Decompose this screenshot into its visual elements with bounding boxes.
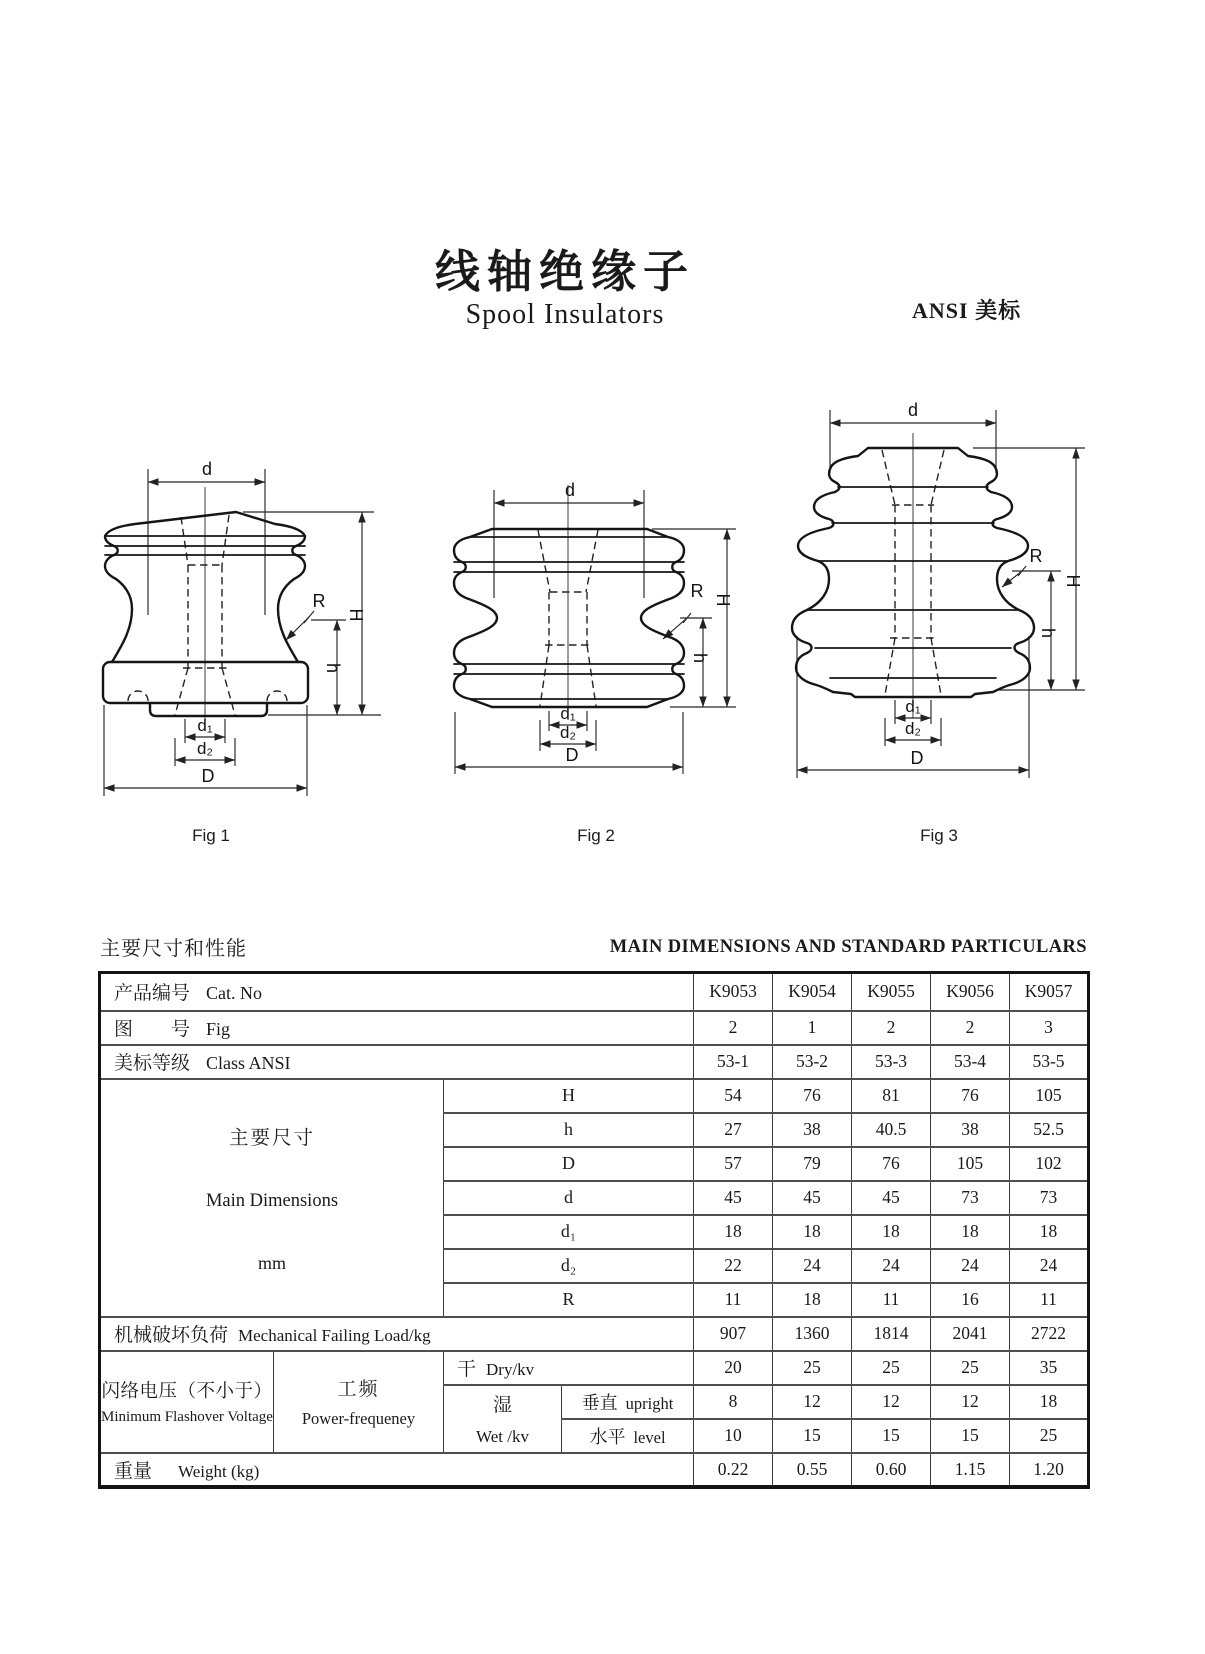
dim-value: 76 xyxy=(852,1147,931,1181)
dim-value: 18 xyxy=(1010,1215,1089,1249)
wet-level-value: 10 xyxy=(694,1419,773,1453)
dim-value: 79 xyxy=(773,1147,852,1181)
fig3-dim-label-R: R xyxy=(1029,546,1043,566)
page-title-zh: 线轴绝缘子 xyxy=(434,247,695,297)
fig-value: 2 xyxy=(694,1011,773,1045)
param-label: R xyxy=(444,1283,694,1317)
cat-no-value: K9055 xyxy=(852,973,931,1011)
row-flashover-dry xyxy=(100,1351,1089,1385)
dim-value: 18 xyxy=(773,1283,852,1317)
figure-2-drawing xyxy=(400,420,745,792)
row-label-cat-no: 产品编号 Cat. No xyxy=(100,973,694,1011)
fig2-body-outline xyxy=(454,529,684,707)
dry-value: 25 xyxy=(852,1351,931,1385)
main-dims-en: Main Dimensions xyxy=(205,1190,339,1211)
figure-3-caption: Fig 3 xyxy=(920,826,958,845)
dim-value: 73 xyxy=(1010,1181,1089,1215)
dim-value: 76 xyxy=(773,1079,852,1113)
wet-upright-value: 18 xyxy=(1010,1385,1089,1419)
flashover-header: 闪络电压（不小于） Minimum Flashover Voltage xyxy=(100,1351,274,1453)
fig1-dim-label-d2: d₂ xyxy=(196,739,214,758)
dim-value: 38 xyxy=(773,1113,852,1147)
dim-value: 45 xyxy=(694,1181,773,1215)
dim-value: 11 xyxy=(852,1283,931,1317)
dim-value: 22 xyxy=(694,1249,773,1283)
weight-value: 1.20 xyxy=(1010,1453,1089,1487)
fig1-dim-label-R: R xyxy=(312,591,326,611)
mech-load-value: 2722 xyxy=(1010,1317,1089,1351)
fig1-dim-label-D: D xyxy=(201,766,215,786)
dim-value: 11 xyxy=(1010,1283,1089,1317)
param-label: d xyxy=(444,1181,694,1215)
row-dim-H xyxy=(100,1079,1089,1113)
dim-value: 45 xyxy=(773,1181,852,1215)
power-frequency-header: 工频 Power-frequeney xyxy=(274,1351,444,1453)
class-ansi-value: 53-1 xyxy=(694,1045,773,1079)
fig1-dim-label-d: d xyxy=(201,459,213,479)
dim-value: 24 xyxy=(852,1249,931,1283)
dim-value: 16 xyxy=(931,1283,1010,1317)
title-block xyxy=(365,248,765,331)
wet-upright-value: 12 xyxy=(852,1385,931,1419)
cat-no-value: K9054 xyxy=(773,973,852,1011)
fig2-dim-label-d: d xyxy=(564,480,576,500)
dim-value: 52.5 xyxy=(1010,1113,1089,1147)
fig1-dimension-lines xyxy=(104,459,381,796)
dim-value: 24 xyxy=(1010,1249,1089,1283)
dim-value: 27 xyxy=(694,1113,773,1147)
dim-value: 18 xyxy=(694,1215,773,1249)
row-fig xyxy=(100,1011,1089,1045)
fig-value: 1 xyxy=(773,1011,852,1045)
figure-2-caption: Fig 2 xyxy=(577,826,615,845)
figure-1-drawing xyxy=(78,425,388,805)
dim-value: 40.5 xyxy=(852,1113,931,1147)
fig3-dim-label-h: h xyxy=(1038,627,1058,639)
main-dimensions-header xyxy=(100,1079,444,1317)
weight-value: 1.15 xyxy=(931,1453,1010,1487)
cat-no-value: K9056 xyxy=(931,973,1010,1011)
standard-label: ANSI 美标 xyxy=(912,298,1022,323)
wet-level-value: 15 xyxy=(852,1419,931,1453)
mech-load-value: 1360 xyxy=(773,1317,852,1351)
row-label-class-ansi: 美标等级 Class ANSI xyxy=(100,1045,694,1079)
dim-value: 105 xyxy=(1010,1079,1089,1113)
dim-value: 38 xyxy=(931,1113,1010,1147)
cat-no-value: K9057 xyxy=(1010,973,1089,1011)
fig2-dim-label-d1: d₁ xyxy=(560,704,576,723)
fig3-dimension-lines xyxy=(797,400,1085,778)
dim-value: 18 xyxy=(773,1215,852,1249)
fig3-dim-label-d: d xyxy=(907,400,919,420)
fig2-dim-label-H: H xyxy=(713,593,733,607)
figure-3-drawing xyxy=(735,378,1090,810)
wet-upright-value: 12 xyxy=(773,1385,852,1419)
mech-load-value: 2041 xyxy=(931,1317,1010,1351)
param-label: H xyxy=(444,1079,694,1113)
dim-value: 11 xyxy=(694,1283,773,1317)
mech-load-value: 1814 xyxy=(852,1317,931,1351)
mech-load-value: 907 xyxy=(694,1317,773,1351)
dry-value: 20 xyxy=(694,1351,773,1385)
fig2-dim-label-R: R xyxy=(690,581,704,601)
fig3-dim-label-H: H xyxy=(1063,574,1083,588)
weight-value: 0.22 xyxy=(694,1453,773,1487)
row-mech-load xyxy=(100,1317,1089,1351)
row-label-mech-load: 机械破坏负荷 Mechanical Failing Load/kg xyxy=(100,1317,694,1351)
class-ansi-value: 53-3 xyxy=(852,1045,931,1079)
dry-value: 35 xyxy=(1010,1351,1089,1385)
class-ansi-value: 53-4 xyxy=(931,1045,1010,1079)
fig1-body-outline xyxy=(103,512,308,716)
fig2-dim-label-d2: d₂ xyxy=(559,723,577,742)
row-weight xyxy=(100,1453,1089,1487)
fig1-dim-label-h: h xyxy=(323,662,343,674)
level-label: 水平 level xyxy=(562,1419,694,1453)
wet-header: 湿 Wet /kv xyxy=(444,1385,562,1453)
class-ansi-value: 53-2 xyxy=(773,1045,852,1079)
dim-value: 45 xyxy=(852,1181,931,1215)
wet-upright-value: 8 xyxy=(694,1385,773,1419)
main-dims-zh: 主要尺寸 xyxy=(228,1127,315,1149)
page-title-en: Spool Insulators xyxy=(465,298,665,330)
wet-level-value: 25 xyxy=(1010,1419,1089,1453)
fig2-dim-label-D: D xyxy=(565,745,579,765)
fig1-dim-label-H: H xyxy=(346,608,366,622)
fig2-dim-label-h: h xyxy=(690,652,710,664)
row-cat-no xyxy=(100,973,1089,1011)
cat-no-value: K9053 xyxy=(694,973,773,1011)
param-label: h xyxy=(444,1113,694,1147)
wet-level-value: 15 xyxy=(773,1419,852,1453)
main-dims-unit: mm xyxy=(257,1252,286,1273)
row-label-weight: 重量 Weight (kg) xyxy=(100,1453,694,1487)
dim-value: 73 xyxy=(931,1181,1010,1215)
dry-value: 25 xyxy=(773,1351,852,1385)
fig2-dimension-lines xyxy=(455,480,736,774)
dim-value: 76 xyxy=(931,1079,1010,1113)
section-heading-en: MAIN DIMENSIONS AND STANDARD PARTICULARS xyxy=(609,937,1087,957)
dim-value: 18 xyxy=(931,1215,1010,1249)
row-label-fig: 图 号 Fig xyxy=(100,1011,694,1045)
fig1-hidden-lines xyxy=(128,515,287,715)
weight-value: 0.55 xyxy=(773,1453,852,1487)
fig-value: 3 xyxy=(1010,1011,1089,1045)
param-label: d₁ xyxy=(444,1215,694,1249)
dim-value: 54 xyxy=(694,1079,773,1113)
fig1-dim-label-d1: d₁ xyxy=(197,716,213,735)
dimensions-table xyxy=(98,971,1090,1489)
figure-1-caption: Fig 1 xyxy=(192,826,230,845)
dry-label: 干 Dry/kv xyxy=(444,1351,694,1385)
dim-value: 18 xyxy=(852,1215,931,1249)
dim-value: 24 xyxy=(931,1249,1010,1283)
dim-value: 105 xyxy=(931,1147,1010,1181)
fig3-dim-label-d2: d₂ xyxy=(904,719,922,738)
dim-value: 81 xyxy=(852,1079,931,1113)
fig3-dim-label-D: D xyxy=(910,748,924,768)
param-label: D xyxy=(444,1147,694,1181)
section-heading-zh: 主要尺寸和性能 xyxy=(100,938,247,960)
dim-value: 102 xyxy=(1010,1147,1089,1181)
fig-value: 2 xyxy=(852,1011,931,1045)
wet-upright-value: 12 xyxy=(931,1385,1010,1419)
class-ansi-value: 53-5 xyxy=(1010,1045,1089,1079)
dim-value: 24 xyxy=(773,1249,852,1283)
weight-value: 0.60 xyxy=(852,1453,931,1487)
dim-value: 57 xyxy=(694,1147,773,1181)
wet-level-value: 15 xyxy=(931,1419,1010,1453)
param-label: d₂ xyxy=(444,1249,694,1283)
upright-label: 垂直 upright xyxy=(562,1385,694,1419)
fig3-dim-label-d1: d₁ xyxy=(905,697,921,716)
fig-value: 2 xyxy=(931,1011,1010,1045)
dry-value: 25 xyxy=(931,1351,1010,1385)
row-class-ansi xyxy=(100,1045,1089,1079)
